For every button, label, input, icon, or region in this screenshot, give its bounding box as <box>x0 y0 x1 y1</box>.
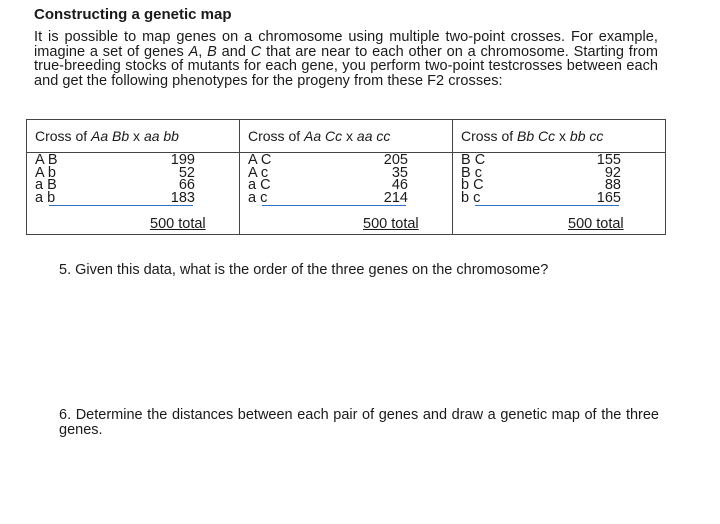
table-row <box>35 154 239 167</box>
count: 199 <box>170 152 195 168</box>
table-row <box>35 192 239 205</box>
total-label: 500 total <box>363 216 419 232</box>
count: 183 <box>170 190 195 207</box>
count: 92 <box>604 164 621 181</box>
phenotype: A c <box>248 164 269 181</box>
phenotype: B c <box>461 164 482 181</box>
phenotype: a C <box>248 177 271 194</box>
count: 155 <box>596 152 621 168</box>
count: 165 <box>596 190 621 207</box>
total-label: 500 total <box>150 216 206 232</box>
cross-cell-bc <box>453 153 666 235</box>
phenotype: A b <box>35 164 56 181</box>
count: 66 <box>178 177 195 194</box>
phenotype: A C <box>248 152 272 168</box>
table-header-row <box>27 120 666 153</box>
count: 52 <box>178 164 195 181</box>
gene-c-label: C <box>250 43 262 60</box>
page-title: Constructing a genetic map <box>34 6 232 23</box>
table-row <box>248 179 452 192</box>
table-row <box>248 192 452 205</box>
count: 46 <box>391 177 408 194</box>
phenotype: b c <box>461 190 481 207</box>
table-row <box>248 154 452 167</box>
cross-cell-ac <box>240 153 453 235</box>
phenotype: a b <box>35 190 56 207</box>
phenotype: A B <box>35 152 58 168</box>
gene-b-label: B <box>207 43 217 60</box>
gene-a-label: A <box>188 43 199 60</box>
table-row <box>461 154 665 167</box>
question-6: 6. Determine the distances between each pair of genes and draw a genetic map of the three genes. <box>59 407 659 438</box>
count: 35 <box>391 164 408 181</box>
phenotype: a c <box>248 190 268 207</box>
count: 214 <box>383 190 408 207</box>
question-5: 5. Given this data, what is the order of the three genes on the chromosome? <box>59 262 549 278</box>
table-row <box>248 164 452 181</box>
phenotype: b C <box>461 177 484 194</box>
cross-header-bc: Cross of Bb Cc x bb cc <box>453 120 666 153</box>
count: 205 <box>383 152 408 168</box>
cross-header-ac: Cross of Aa Cc x aa cc <box>240 120 453 153</box>
table-body-row <box>27 153 666 235</box>
table-row <box>461 179 665 192</box>
count: 88 <box>604 177 621 194</box>
phenotype: a B <box>35 177 57 194</box>
cross-cell-ab <box>27 153 240 235</box>
table-row <box>461 164 665 181</box>
table-row <box>35 164 239 181</box>
cross-data-table <box>26 119 666 235</box>
table-row <box>35 179 239 192</box>
intro-paragraph: It is possible to map genes on a chromosome using multiple two-point crosses. For example, imagine a set of genes A, B and C that are near to each other on a chromosome. Starting from true-breeding stocks of mutants for each gene, you perform two-point testcrosses between each and get the following phenotypes for the progeny from these F2 crosses: <box>34 29 659 89</box>
cross-header-ab: Cross of Aa Bb x aa bb <box>27 120 240 153</box>
phenotype: B C <box>461 152 486 168</box>
table-row <box>461 192 665 205</box>
total-label: 500 total <box>568 216 624 232</box>
